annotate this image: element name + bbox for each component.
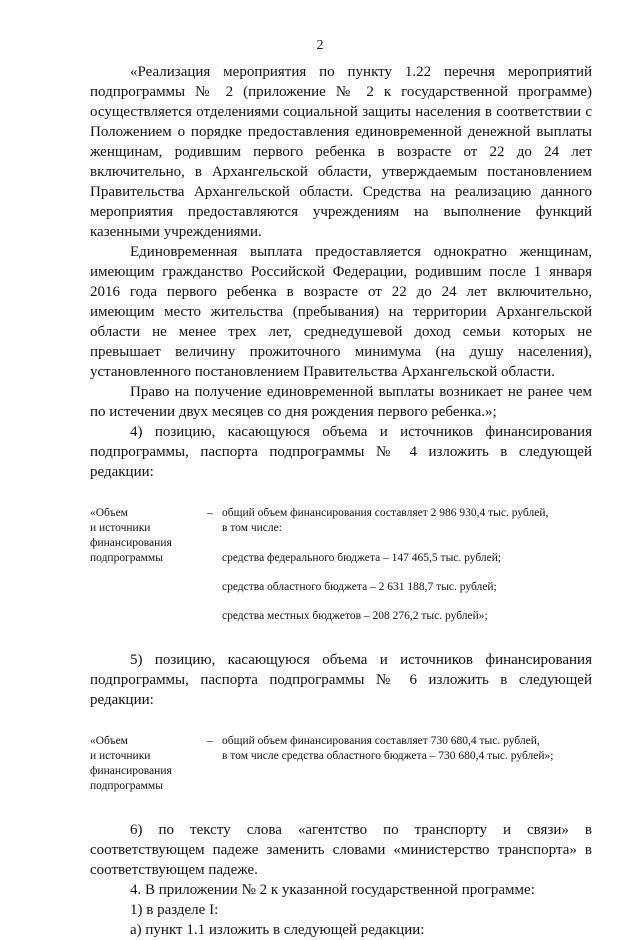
document-body — [90, 62, 592, 940]
funding-total-line: общий объем финансирования составляет 730 680,4 тыс. рублей, — [222, 735, 540, 747]
paragraph-right-to-payment: Право на получение единовременной выплаты возникает не ранее чем по истечении двух месяцев со дня рождения первого ребенка.»; — [90, 384, 592, 420]
funding-table-values — [222, 734, 592, 794]
funding-table-subprogram-6 — [90, 734, 592, 794]
funding-total-line: общий объем финансирования составляет 2 986 930,4 тыс. рублей, — [222, 507, 549, 519]
funding-table-label: «Объем и источники финансирования подпрограммы — [90, 735, 172, 792]
funding-including-line: в том числе: — [222, 522, 282, 534]
paragraph-item-5: 5) позицию, касающуюся объема и источников финансирования подпрограммы, паспорта подпрограммы № 6 изложить в следующей редакции: — [90, 652, 592, 708]
funding-table-subprogram-4 — [90, 506, 592, 624]
paragraph-item-4-appendix: 4. В приложении № 2 к указанной государственной программе: — [130, 882, 535, 898]
funding-regional-line: средства областного бюджета – 2 631 188,7 тыс. рублей; — [222, 581, 497, 593]
funding-federal-line: средства федерального бюджета – 147 465,5 тыс. рублей; — [222, 552, 502, 564]
funding-table-values — [222, 506, 592, 624]
paragraph-item-6: 6) по тексту слова «агентство по транспорту и связи» в соответствующем падеже заменить словами «министерство транспорта» в соответствующем падеже. — [90, 822, 592, 878]
funding-local-line: средства местных бюджетов – 208 276,2 тыс. рублей»; — [222, 610, 488, 622]
paragraph-implementation: «Реализация мероприятия по пункту 1.22 перечня мероприятий подпрограммы № 2 (приложение № 2 к государственной программе) осуществляется отделениями социальной защиты населения в соответствии с Положением о порядке предоставления единовременной денежной выплаты женщинам, родившим первого ребенка в возрасте от 22 до 24 лет включительно, в Архангельской области, утверждаемым постановлением Правительства Архангельской области. Средства на реализацию данного мероприятия предоставляются учреждениям на выполнение функций казенными учреждениями. — [90, 64, 592, 240]
funding-table-dash: – — [207, 507, 213, 519]
funding-regional-line: в том числе средства областного бюджета – 730 680,4 тыс. рублей»; — [222, 750, 554, 762]
paragraph-point-1-1: а) пункт 1.1 изложить в следующей редакции: — [130, 922, 425, 938]
page-number: 2 — [316, 38, 324, 53]
funding-table-label: «Объем и источники финансирования подпрограммы — [90, 507, 172, 564]
paragraph-item-4: 4) позицию, касающуюся объема и источников финансирования подпрограммы, паспорта подпрограммы № 4 изложить в следующей редакции: — [90, 424, 592, 480]
paragraph-section-1: 1) в разделе I: — [130, 902, 219, 918]
funding-table-dash: – — [207, 735, 213, 747]
paragraph-one-time-payment: Единовременная выплата предоставляется однократно женщинам, имеющим гражданство Российской Федерации, родившим после 1 января 2016 года первого ребенка в возрасте от 22 до 24 лет включительно, имеющим место жительства (пребывания) на территории Архангельской области не менее трех лет, среднедушевой доход семьи которых не превышает величину прожиточного минимума (на душу населения), установленного постановлением Правительства Архангельской области. — [90, 244, 592, 380]
